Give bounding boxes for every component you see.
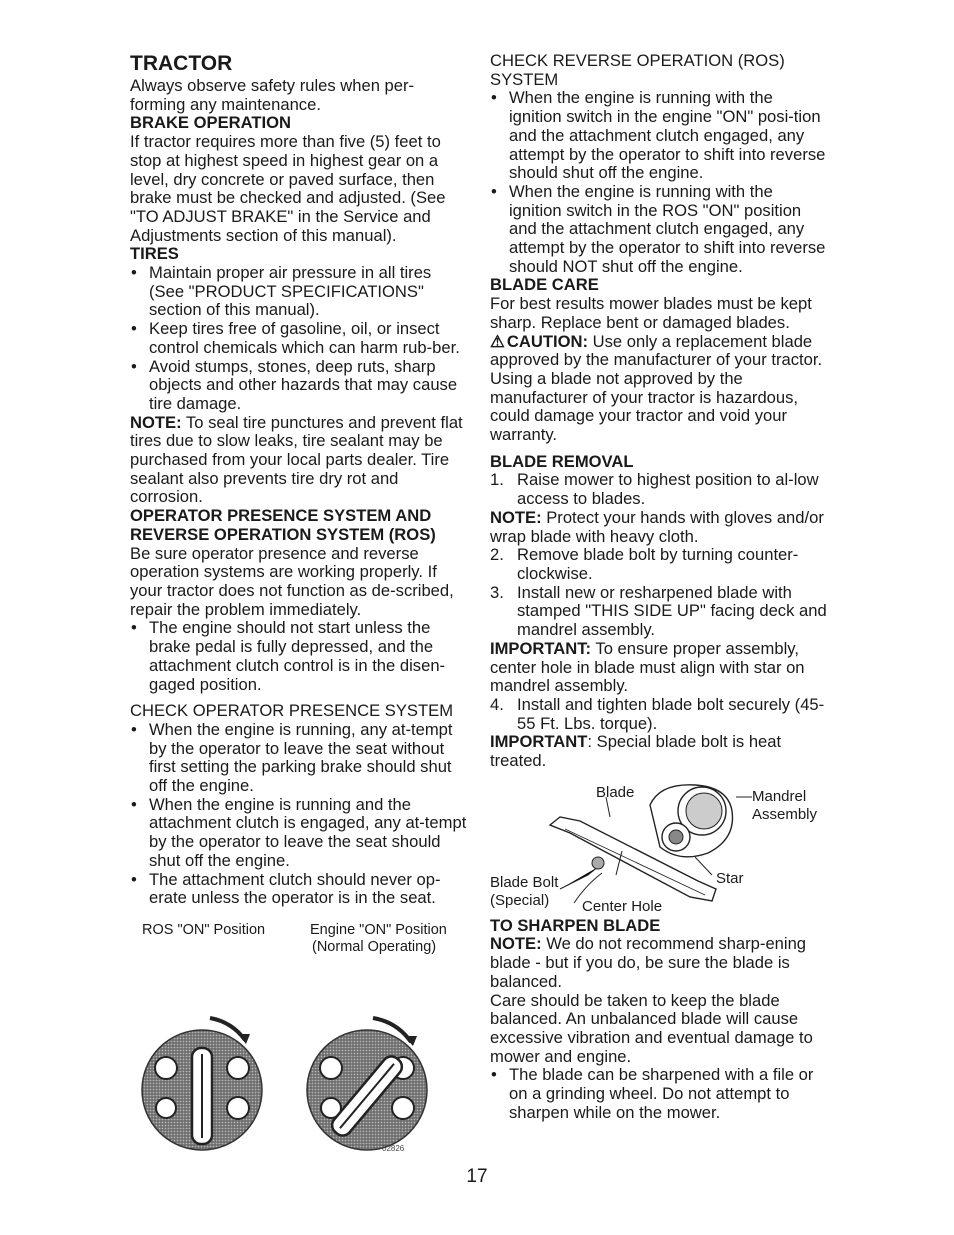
page-number: 17 (466, 1166, 488, 1187)
label-special: (Special) (490, 891, 550, 909)
step-number: 3. (490, 582, 504, 602)
heading-check-operator-presence: CHECK OPERATOR PRESENCE SYSTEM (130, 701, 454, 721)
list-item: • The blade can be sharpened with a file or on a grinding wheel. Do not attempt to sharpen while on the mower. (490, 1066, 830, 1122)
caution-paragraph (490, 333, 830, 445)
ops-text: Be sure operator presence and reverse operation systems are working properly. If your tractor does not function as de-scribed, repair the problem immediately. (130, 543, 454, 619)
heading-check-ros: CHECK REVERSE OPERATION (ROS) SYSTEM (490, 51, 785, 89)
list-item (490, 584, 830, 640)
check-ros-list (490, 89, 830, 276)
sharpen-note (490, 935, 830, 991)
label-star: Star (716, 869, 744, 887)
list-item: • When the engine is running, any at-tempt by the operator to leave the seat without first setting the parking brake should shut off the engine. (130, 721, 468, 796)
ros-on-dial-icon (140, 1010, 265, 1155)
list-item: • When the engine is running with the ignition switch in the ROS "ON" position and the attachment clutch engaged, any attempt by the operator to shift into reverse should NOT shut off the engine. (490, 183, 830, 277)
note-text: Protect your hands with gloves and/or wrap blade with heavy cloth. (490, 507, 824, 546)
important-text: To ensure proper assembly, center hole in blade must align with star on mandrel assembly. (490, 638, 805, 696)
list-item: • The engine should not start unless the brake pedal is fully depressed, and the attachment clutch control is in the disen-gaged position. (130, 619, 468, 694)
list-item: • Maintain proper air pressure in all tires (See "PRODUCT SPECIFICATIONS" section of this manual). (130, 264, 468, 320)
list-item (490, 696, 830, 733)
step-text: Install new or resharpened blade with stamped "THIS SIDE UP" facing deck and mandrel assembly. (517, 582, 827, 640)
label-blade: Blade (596, 783, 635, 801)
blade-assembly-figure (490, 777, 830, 917)
section-title-tractor: TRACTOR (130, 52, 233, 75)
brake-text: If tractor requires more than five (5) feet to stop at highest speed in highest gear on a level, dry concrete or paved surface, then brake must be checked and adjusted. (See "TO ADJUST BRAKE" in the Service and Adjustments section of this manual). (130, 132, 446, 245)
ignition-dials-figure (140, 1010, 480, 1160)
caption-engine-line2: (Normal Operating) (312, 938, 437, 955)
caption-ros-on: ROS "ON" Position (142, 921, 266, 938)
list-item (490, 546, 830, 583)
caution-label: CAUTION: (506, 331, 589, 351)
warning-triangle-icon: ⚠ (490, 331, 505, 351)
tire-note (130, 414, 468, 508)
important-text: : Special blade bolt is heat treated. (490, 732, 782, 771)
note-text: We do not recommend sharp-ening blade - but if you do, be sure the blade is balanced. (490, 934, 807, 991)
important-bolt (490, 733, 830, 770)
note-text: To seal tire punctures and prevent flat tires due to slow leaks, tire sealant may be purchased from your local parts dealer. Tire sealant also prevents tire dry rot and corrosion. (130, 412, 463, 507)
step-number: 4. (490, 694, 504, 714)
list-item: • When the engine is running with the ignition switch in the engine "ON" posi-tion and the attachment clutch engaged, any attempt by the operator to shift into reverse should shut off the engine. (490, 89, 830, 183)
left-column (130, 52, 468, 962)
tires-list (130, 264, 468, 414)
caption-engine-line1: Engine "ON" Position (310, 921, 447, 938)
blade-care-text: For best results mower blades must be kept sharp. Replace bent or damaged blades. (490, 294, 812, 332)
removal-note (490, 509, 830, 546)
step-text: Install and tighten blade bolt securely (45-55 Ft. Lbs. torque). (517, 694, 825, 733)
heading-to-sharpen-blade: TO SHARPEN BLADE (490, 915, 661, 935)
note-label: NOTE: (490, 507, 542, 527)
heading-tires: TIRES (130, 244, 179, 264)
ops-list (130, 619, 468, 694)
label-mandrel: Mandrel (752, 787, 807, 805)
important-label: IMPORTANT: (490, 638, 592, 658)
heading-blade-care: BLADE CARE (490, 275, 599, 295)
note-label: NOTE: (130, 412, 182, 432)
list-item: • The attachment clutch should never op-erate unless the operator is in the seat. (130, 871, 468, 908)
list-item: • Avoid stumps, stones, deep ruts, sharp objects and other hazards that may cause tire damage. (130, 358, 468, 414)
important-assembly (490, 640, 830, 696)
list-item: • When the engine is running and the attachment clutch is engaged, any at-tempt by the operator to leave the seat should shut off the engine. (130, 796, 468, 871)
label-blade-bolt: Blade Bolt (490, 873, 559, 891)
caution-text: Use only a replacement blade approved by the manufacturer of your tractor. Using a blade not approved by the manufacturer of your tractor is hazardous, could damage your tractor and void your warranty. (490, 331, 823, 445)
step-number: 2. (490, 545, 504, 565)
dial-captions (130, 922, 468, 962)
intro-text: Always observe safety rules when per-forming any maintenance. (130, 76, 415, 114)
check-ops-list (130, 721, 468, 908)
sharpen-list (490, 1066, 830, 1122)
label-assembly: Assembly (752, 805, 818, 823)
heading-blade-removal: BLADE REMOVAL (490, 451, 634, 471)
list-item: • Keep tires free of gasoline, oil, or insect control chemicals which can harm rub-ber. (130, 320, 468, 357)
step-text: Remove blade bolt by turning counter-clockwise. (517, 545, 799, 583)
caption-engine-on (310, 922, 447, 956)
heading-brake-operation: BRAKE OPERATION (130, 113, 292, 133)
engine-on-dial-icon (305, 1010, 430, 1155)
label-center-hole: Center Hole (582, 897, 663, 915)
heading-operator-presence: OPERATOR PRESENCE SYSTEM AND REVERSE OPERATION SYSTEM (ROS) (130, 506, 436, 544)
note-label: NOTE: (490, 934, 542, 954)
list-item (490, 471, 830, 508)
important-label: IMPORTANT (490, 732, 588, 752)
sharpen-text: Care should be taken to keep the blade balanced. An unbalanced blade will cause excessive vibration and eventual damage to mower and engine. (490, 990, 813, 1066)
right-column (490, 52, 830, 1122)
figure-code: 02826 (382, 1144, 405, 1153)
step-text: Raise mower to highest position to al-low access to blades. (517, 470, 819, 509)
step-number: 1. (490, 470, 504, 490)
